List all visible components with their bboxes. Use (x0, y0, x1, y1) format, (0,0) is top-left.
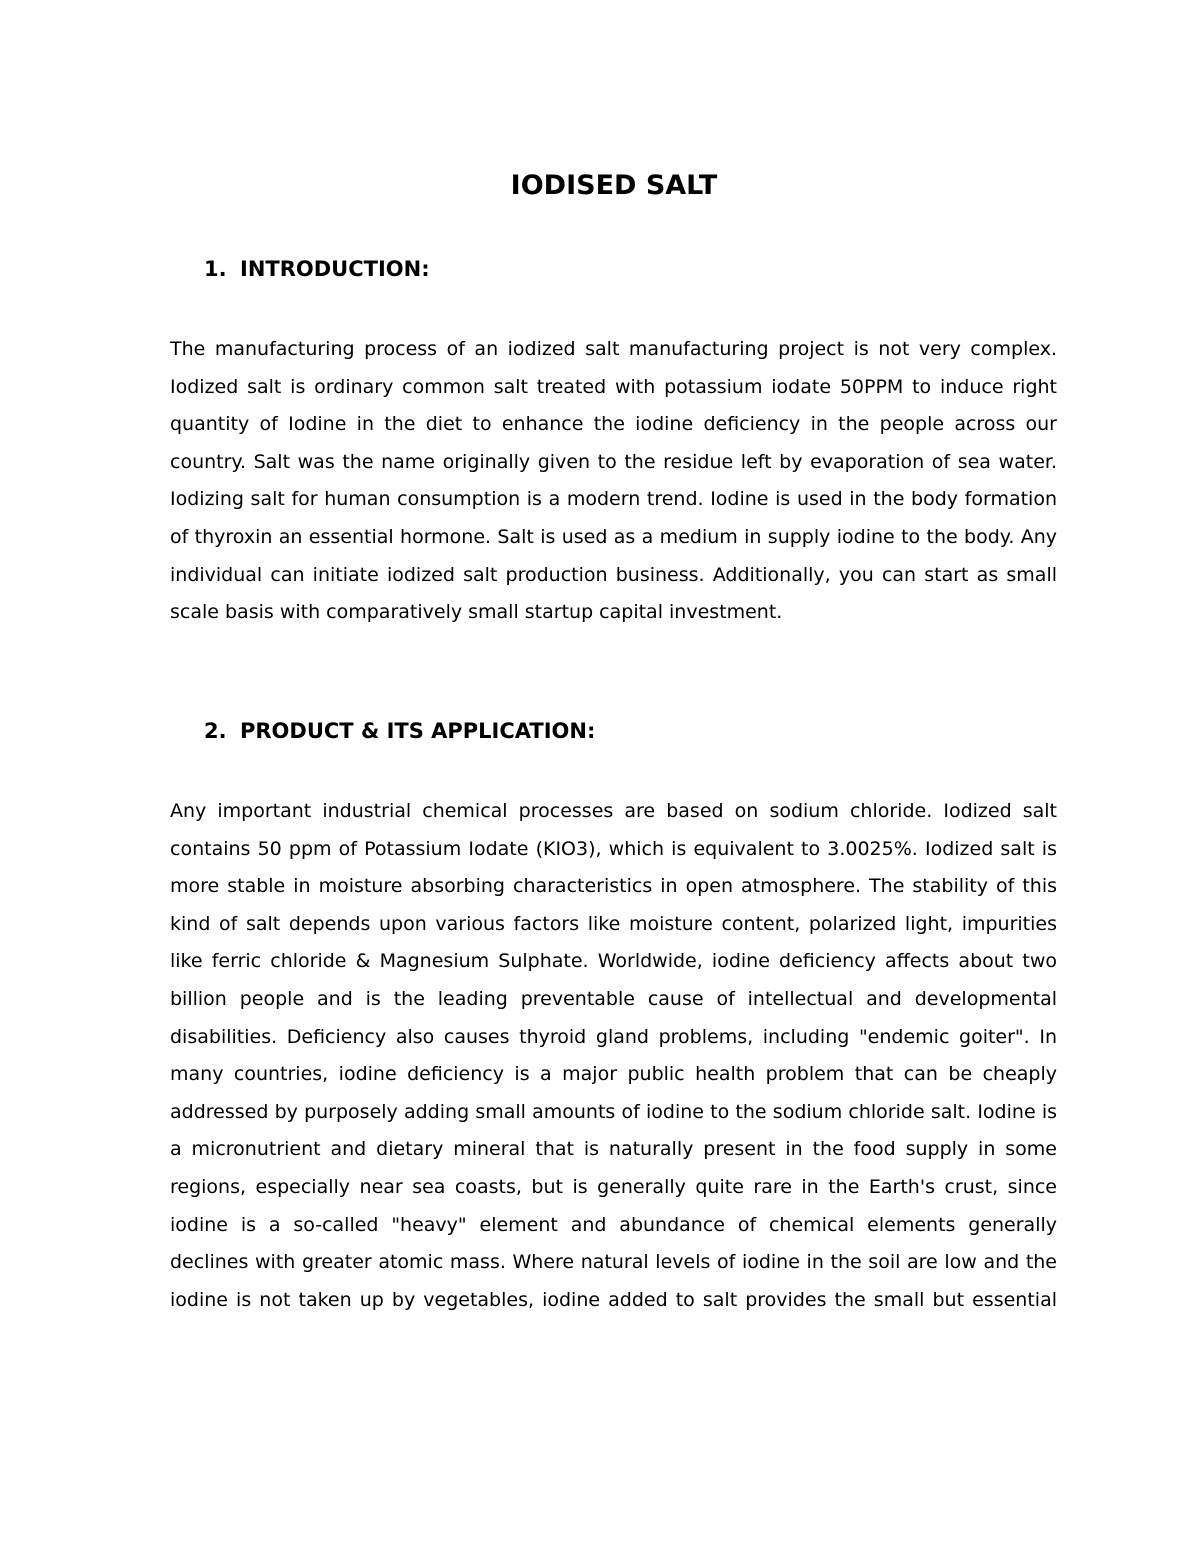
document-title: IODISED SALT (510, 170, 718, 201)
section-heading-introduction (204, 254, 430, 284)
introduction-paragraph: The manufacturing process of an iodized salt manufacturing project is not very complex. Iodized salt is ordinary common salt treated with potassium iodate 50PPM to induce right quantity of Iodine in the diet to enhance the iodine deficiency in the people across our country. Salt was the name originally given to the residue left by evaporation of sea water. Iodizing salt for human consumption is a modern trend. Iodine is used in the body formation of thyroxin an essential hormone. Salt is used as a medium in supply iodine to the body. Any individual can initiate iodized salt production business. Additionally, you can start as small scale basis with comparatively small startup capital investment. (170, 338, 1057, 624)
section-number: 2. (204, 719, 227, 743)
product-application-paragraph: Any important industrial chemical processes are based on sodium chloride. Iodized salt contains 50 ppm of Potassium Iodate (KIO3), which is equivalent to 3.0025%. Iodized salt is more stable in moisture absorbing characteristics in open atmosphere. The stability of this kind of salt depends upon various factors like moisture content, polarized light, impurities like ferric chloride & Magnesium Sulphate. Worldwide, iodine deficiency affects about two billion people and is the leading preventable cause of intellectual and developmental disabilities. Deficiency also causes thyroid gland problems, including "endemic goiter". In many countries, iodine deficiency is a major public health problem that can be cheaply addressed by purposely adding small amounts of iodine to the sodium chloride salt. Iodine is a micronutrient and dietary mineral that is naturally present in the food supply in some regions, especially near sea coasts, but is generally quite rare in the Earth's crust, since iodine is a so-called "heavy" element and abundance of chemical elements generally declines with greater atomic mass. Where natural levels of iodine in the soil are low and the iodine is not taken up by vegetables, iodine added to salt provides the small but essential (170, 800, 1057, 1311)
section-title: INTRODUCTION: (240, 257, 430, 281)
section-number: 1. (204, 257, 227, 281)
section-title: PRODUCT & ITS APPLICATION: (240, 719, 596, 743)
section-heading-product-application (204, 716, 595, 746)
